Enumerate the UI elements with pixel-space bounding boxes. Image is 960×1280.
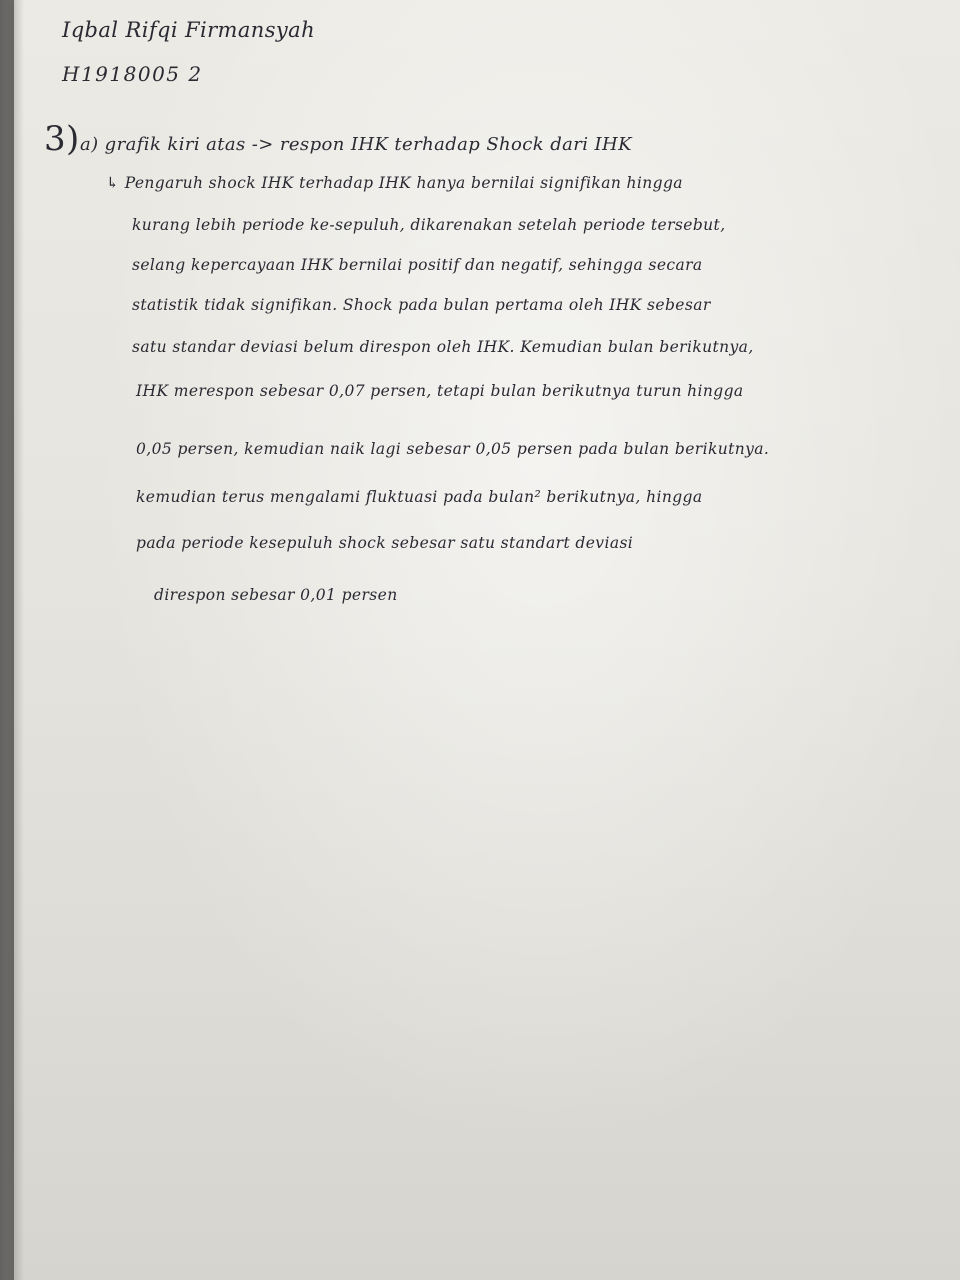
question-number: 3)	[44, 119, 80, 159]
answer-line: pada periode kesepuluh shock sebesar satu standart deviasi	[136, 534, 634, 552]
answer-line: direspon sebesar 0,01 persen	[154, 586, 398, 604]
answer-line: selang kepercayaan IHK bernilai positif dan negatif, sehingga secara	[132, 256, 703, 274]
paper-sheet	[14, 0, 960, 1280]
answer-line: ↳ Pengaruh shock IHK terhadap IHK hanya bernilai signifikan hingga	[106, 174, 683, 192]
student-name: Iqbal Rifqi Firmansyah	[62, 18, 315, 42]
answer-line: IHK merespon sebesar 0,07 persen, tetapi bulan berikutnya turun hingga	[136, 382, 744, 400]
answer-line: a) grafik kiri atas -> respon IHK terhadap Shock dari IHK	[80, 134, 632, 155]
answer-line: 0,05 persen, kemudian naik lagi sebesar 0,05 persen pada bulan berikutnya.	[136, 440, 770, 458]
answer-line: kemudian terus mengalami fluktuasi pada bulan² berikutnya, hingga	[136, 488, 703, 506]
student-id: H1918005 2	[62, 62, 203, 86]
answer-line: satu standar deviasi belum direspon oleh IHK. Kemudian bulan berikutnya,	[132, 338, 754, 356]
answer-line: statistik tidak signifikan. Shock pada bulan pertama oleh IHK sebesar	[132, 296, 711, 314]
answer-line: kurang lebih periode ke-sepuluh, dikarenakan setelah periode tersebut,	[132, 216, 726, 234]
